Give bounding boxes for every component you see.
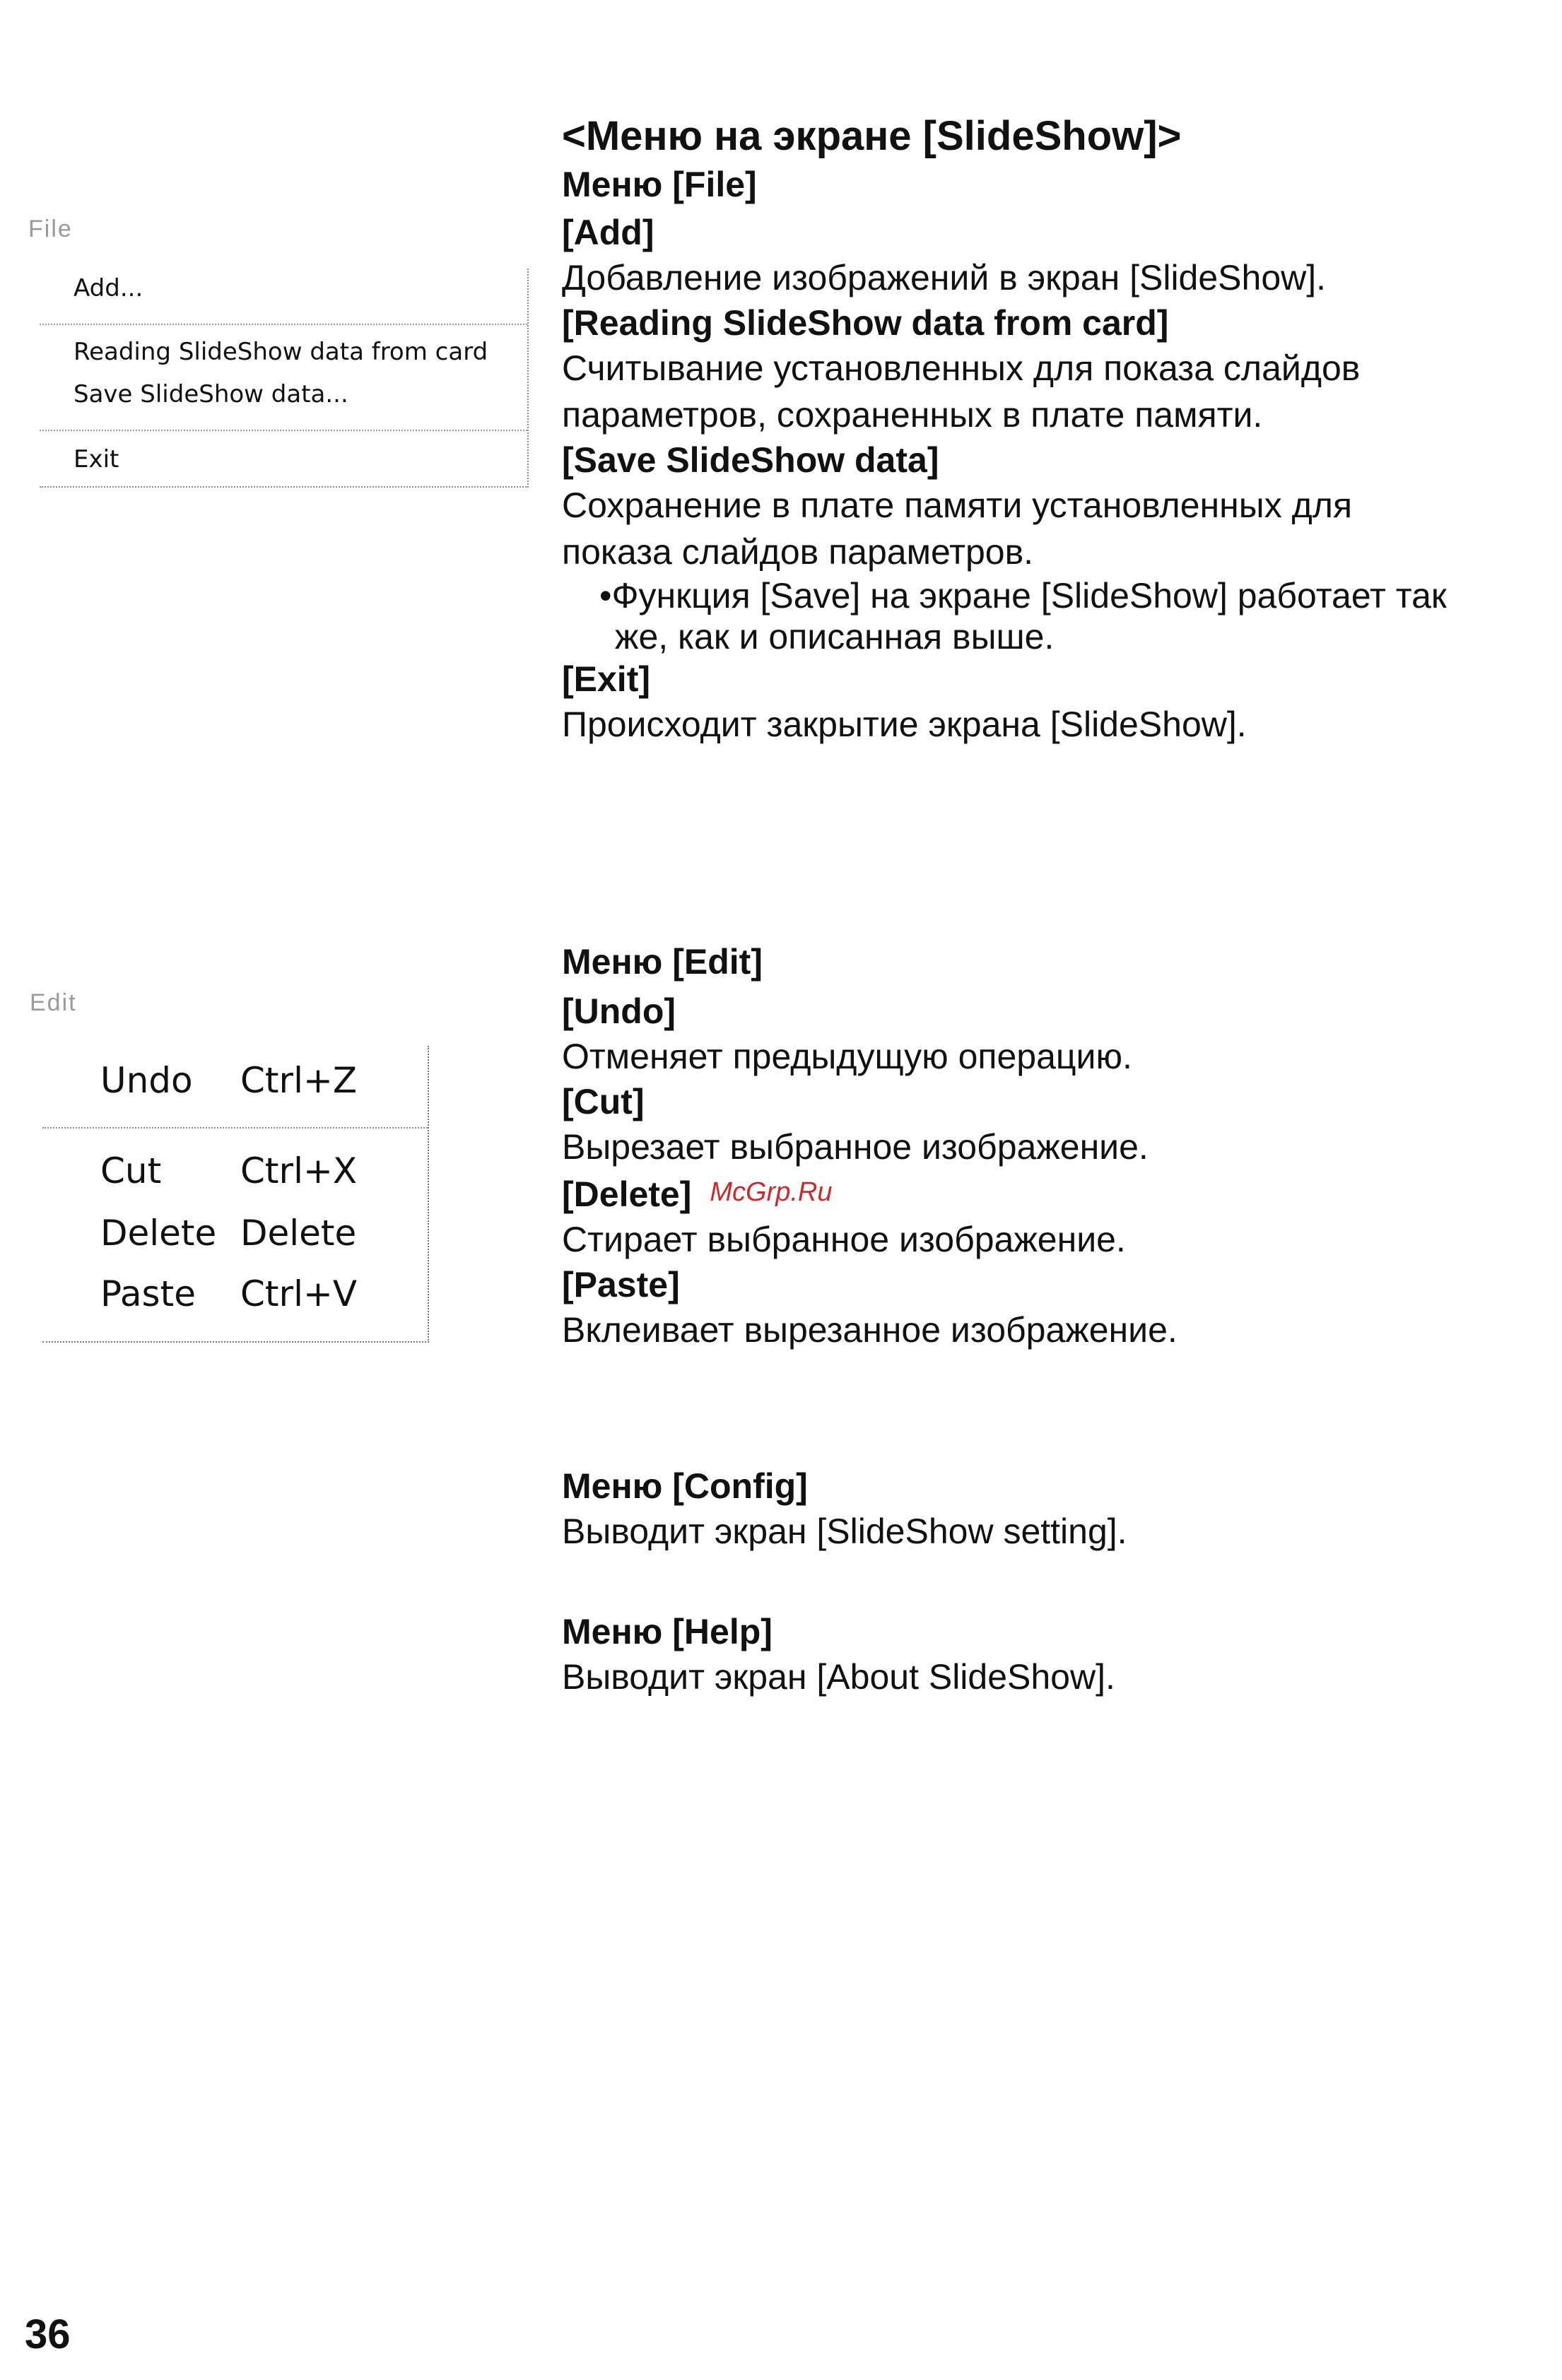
help-menu-heading: Меню [Help] [562, 1612, 773, 1651]
save-note: •Функция [Save] на экране [SlideShow] работает так [599, 576, 1447, 615]
menu-item-shortcut: Ctrl+X [240, 1150, 358, 1191]
help-description: Выводит экран [About SlideShow]. [562, 1657, 1115, 1697]
menu-separator [42, 1127, 428, 1129]
save-description: Сохранение в плате памяти установленных для [562, 485, 1353, 525]
file-menu-title: File [28, 216, 73, 242]
menu-item-shortcut: Ctrl+V [240, 1273, 358, 1314]
file-menu [40, 269, 529, 488]
menu-item-delete[interactable] [42, 1213, 428, 1262]
edit-menu-title: Edit [30, 989, 77, 1016]
exit-heading: [Exit] [562, 659, 650, 699]
menu-item-cut[interactable] [42, 1150, 428, 1200]
edit-section [562, 940, 1551, 1353]
cut-heading: [Cut] [562, 1082, 645, 1121]
menu-item-label: Delete [100, 1213, 217, 1254]
add-heading: [Add] [562, 213, 654, 252]
config-menu-heading: Меню [Config] [562, 1466, 808, 1506]
save-description: показа слайдов параметров. [562, 532, 1034, 572]
delete-heading [562, 1170, 1551, 1216]
reading-description: параметров, сохраненных в плате памяти. [562, 395, 1263, 435]
file-section [562, 112, 1551, 748]
menu-item-paste[interactable] [42, 1273, 428, 1323]
config-description: Выводит экран [SlideShow setting]. [562, 1512, 1127, 1551]
save-heading: [Save SlideShow data] [562, 440, 939, 480]
paste-heading: [Paste] [562, 1265, 680, 1304]
menu-item-shortcut: Delete [240, 1213, 357, 1254]
menu-item-label: Cut [100, 1150, 162, 1191]
watermark: McGrp.Ru [710, 1177, 833, 1207]
file-menu-heading: Меню [File] [562, 165, 757, 204]
page-number: 36 [25, 2311, 71, 2357]
undo-description: Отменяет предыдущую операцию. [562, 1037, 1132, 1076]
paste-description: Вклеивает вырезанное изображение. [562, 1310, 1178, 1350]
menu-item-label: Paste [100, 1273, 196, 1314]
menu-item-label: Undo [100, 1060, 193, 1101]
delete-description: Стирает выбранное изображение. [562, 1220, 1126, 1259]
menu-item-add[interactable]: Add... [74, 274, 143, 302]
menu-item-reading-slideshow[interactable]: Reading SlideShow data from card [74, 338, 488, 366]
edit-menu [42, 1046, 429, 1343]
page-title: <Меню на экране [SlideShow]> [562, 113, 1182, 159]
menu-item-exit[interactable]: Exit [74, 445, 119, 473]
edit-menu-heading: Меню [Edit] [562, 942, 763, 982]
add-description: Добавление изображений в экран [SlideShow]. [562, 258, 1327, 298]
undo-heading: [Undo] [562, 991, 676, 1031]
menu-separator [40, 324, 527, 325]
cut-description: Вырезает выбранное изображение. [562, 1127, 1149, 1167]
exit-description: Происходит закрытие экрана [SlideShow]. [562, 705, 1247, 744]
delete-heading-text: [Delete] [562, 1174, 692, 1214]
menu-separator [40, 430, 527, 431]
help-section [562, 1610, 1551, 1700]
menu-item-save-slideshow[interactable]: Save SlideShow data... [74, 380, 348, 408]
reading-heading: [Reading SlideShow data from card] [562, 303, 1169, 343]
menu-item-undo[interactable] [42, 1060, 428, 1109]
save-note: же, как и описанная выше. [615, 617, 1055, 656]
menu-item-shortcut: Ctrl+Z [240, 1060, 358, 1101]
reading-description: Считывание установленных для показа слайдов [562, 348, 1361, 388]
config-section [562, 1464, 1551, 1555]
